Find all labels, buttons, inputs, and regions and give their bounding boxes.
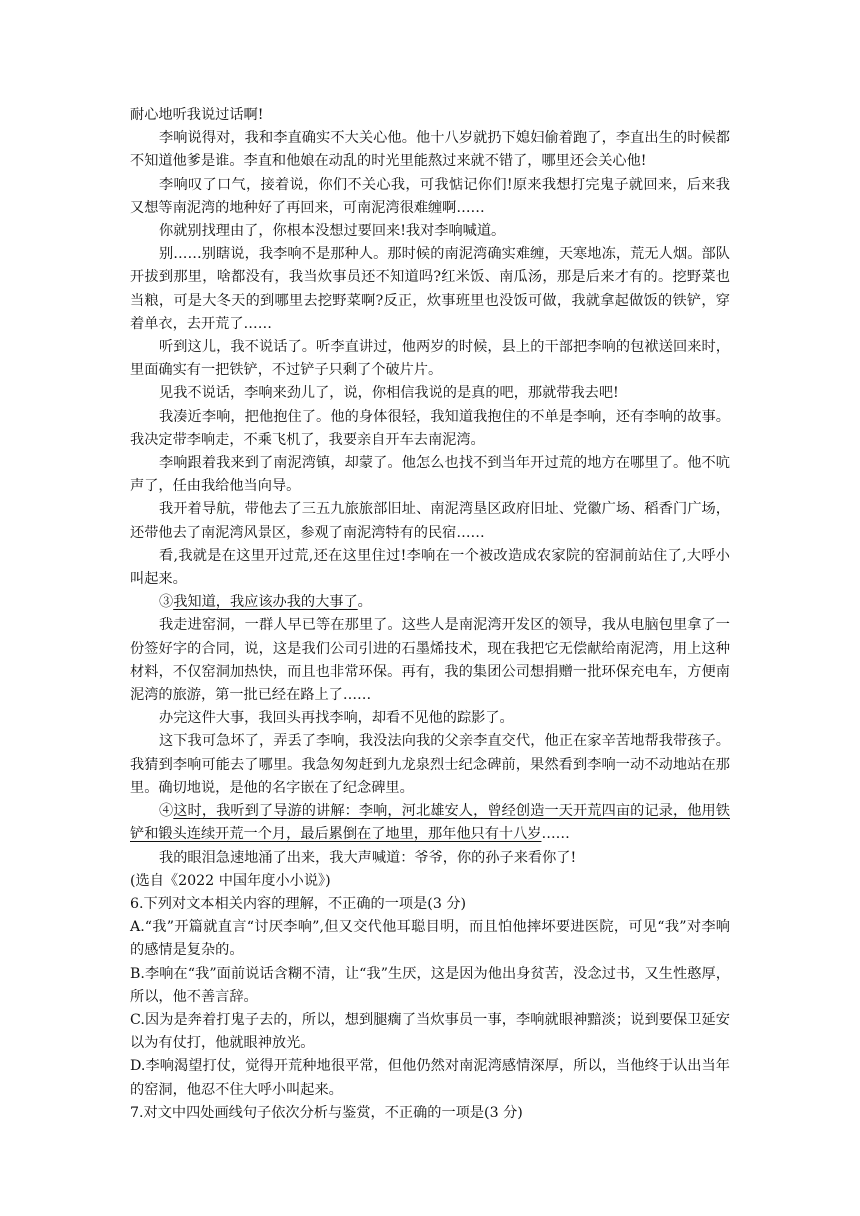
question-6-option-d: D.李响渴望打仗，觉得开荒种地很平常，但他仍然对南泥湾感情深厚，所以，当他终于认出当年的窑洞，他忍不住大呼小叫起来。 — [130, 1058, 730, 1098]
paragraph: 李响跟着我来到了南泥湾镇，却蒙了。他怎么也找不到当年开过荒的地方在哪里了。他不吭声了，任由我给他当向导。 — [130, 455, 730, 495]
sentence-marker: ④ — [159, 803, 174, 820]
sentence-marker: ③ — [159, 594, 174, 611]
paragraph: 见我不说话，李响来劲儿了，说，你相信我说的是真的吧，那就带我去吧! — [159, 385, 619, 402]
paragraph: 办完这件大事，我回头再找李响，却看不见他的踪影了。 — [159, 710, 514, 727]
sentence-end: 。 — [357, 594, 372, 611]
underlined-text: 我知道，我应该办我的大事了 — [173, 594, 358, 611]
paragraph: 耐心地听我说过话啊! — [130, 107, 264, 123]
paragraph: 我开着导航，带他去了三五九旅旅部旧址、南泥湾垦区政府旧址、党徽广场、稻香门广场，还带他去了南泥湾风景区，参观了南泥湾特有的民宿…… — [130, 501, 730, 541]
underlined-sentence-3 — [130, 591, 730, 614]
passage-body — [130, 104, 730, 1125]
paragraph: 我的眼泪急速地涌了出来，我大声喊道：爷爷，你的孙子来看你了! — [159, 849, 577, 866]
paragraph: 李响叹了口气，接着说，你们不关心我，可我惦记你们!原来我想打完鬼子就回来，后来我又想等南泥湾的地种好了再回来，可南泥湾很难缠啊…… — [130, 176, 730, 216]
question-6-option-a: A.“我”开篇就直言“讨厌李响”,但又交代他耳聪目明，而且怕他摔坏要进医院，可见“我”对李响的感情是复杂的。 — [130, 919, 730, 959]
paragraph: 我走进窑洞，一群人早已等在那里了。这些人是南泥湾开发区的领导，我从电脑包里拿了一份签好字的合同，说，这是我们公司引进的石墨烯技术，现在我把它无偿献给南泥湾，用上这种材料，不仅窑洞加热快，而且也非常环保。再有，我的集团公司想捐赠一批环保充电车，方便南泥湾的旅游，第一批已经在路上了…… — [130, 617, 730, 704]
question-6-stem: 6.下列对文本相关内容的理解，不正确的一项是(3 分) — [130, 895, 467, 912]
question-6-option-c: C.因为是奔着打鬼子去的，所以，想到腿瘸了当炊事员一事，李响就眼神黯淡；说到要保卫延安以为有仗打，他就眼神放光。 — [130, 1011, 730, 1052]
question-7-stem: 7.对文中四处画线句子依次分析与鉴赏，不正确的一项是(3 分) — [130, 1104, 523, 1121]
paragraph: 李响说得对，我和李直确实不大关心他。他十八岁就扔下媳妇偷着跑了，李直出生的时候都不知道他爹是谁。李直和他娘在动乱的时光里能熬过来就不错了，哪里还会关心他! — [130, 130, 730, 170]
paragraph: 这下我可急坏了，弄丢了李响，我没法向我的父亲李直交代，他正在家辛苦地帮我带孩子。我猜到李响可能去了哪里。我急匆匆赶到九龙泉烈士纪念碑前，果然看到李响一动不动地站在那里。确切地说，是他的名字嵌在了纪念碑里。 — [130, 733, 730, 796]
paragraph: 我凑近李响，把他抱住了。他的身体很轻，我知道我抱住的不单是李响，还有李响的故事。我决定带李响走，不乘飞机了，我要亲自开车去南泥湾。 — [130, 408, 730, 448]
paragraph: 别……别瞎说，我李响不是那种人。那时候的南泥湾确实难缠，天寒地冻，荒无人烟。部队开拔到那里，啥都没有，我当炊事员还不知道吗?红米饭、南瓜汤，那是后来才有的。挖野菜也当粮，可是大冬天的到哪里去挖野菜啊?反正，炊事班里也没饭可做，我就拿起做饭的铁铲，穿着单衣，去开荒了…… — [130, 246, 730, 332]
paragraph: 听到这儿，我不说话了。听李直讲过，他两岁的时候，县上的干部把李响的包袱送回来时，里面确实有一把铁铲，不过铲子只剩了个破片片。 — [130, 339, 730, 379]
underlined-text: 这时，我听到了导游的讲解：李响，河北雄安人，曾经创造一天开荒四亩的记录，他用铁铲和锻头连续开荒一个月，最后累倒在了地里，那年他只有十八岁 — [130, 803, 730, 843]
underlined-sentence-4 — [130, 800, 730, 846]
question-6-option-b: B.李响在“我”面前说话含糊不清，让“我”生厌，这是因为他出身贫苦，没念过书，又生性憨厚，所以，他不善言辞。 — [130, 965, 730, 1005]
sentence-end: …… — [541, 826, 570, 843]
paragraph: 看,我就是在这里开过荒,还在这里住过!李响在一个被改造成农家院的窑洞前站住了,大呼小叫起来。 — [130, 547, 730, 588]
source-citation: (选自《2022 中国年度小小说》) — [130, 872, 331, 889]
paragraph: 你就别找理由了，你根本没想过要回来!我对李响喊道。 — [159, 223, 506, 240]
